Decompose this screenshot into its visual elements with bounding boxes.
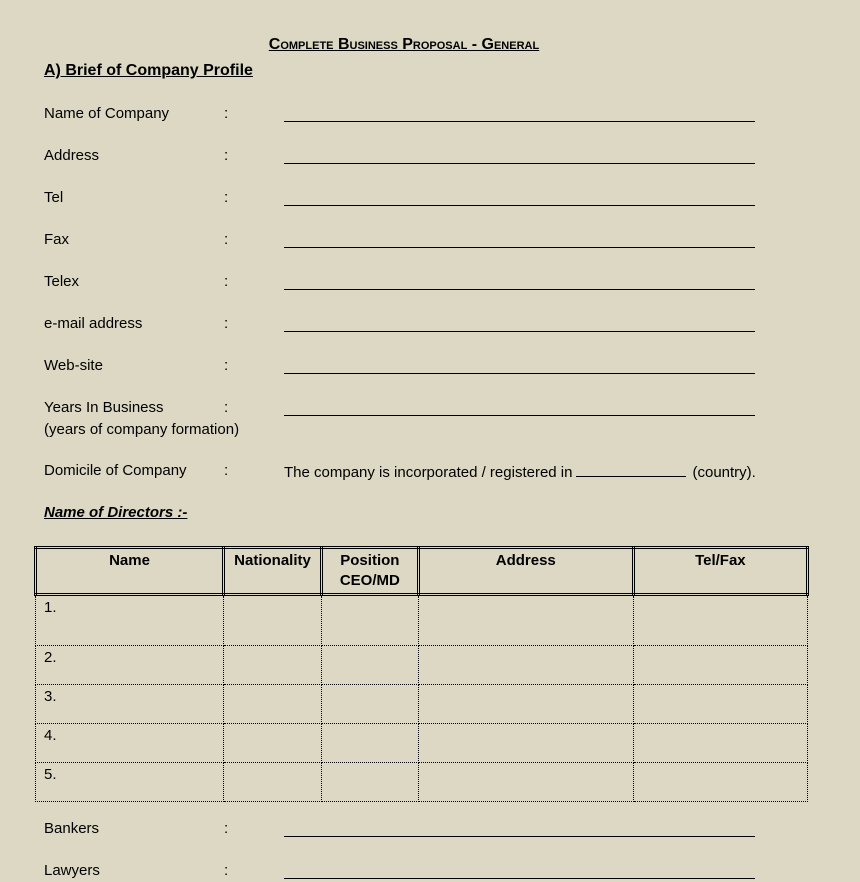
field-colon: :	[224, 147, 229, 164]
table-row	[36, 595, 808, 646]
field-label: Bankers	[44, 820, 100, 837]
field-label: Tel	[44, 189, 64, 206]
lawyers-input-line[interactable]	[284, 878, 755, 879]
field-colon: :	[224, 820, 229, 837]
field-telex	[44, 273, 824, 293]
field-label: Web-site	[44, 357, 103, 374]
director-address-cell[interactable]	[418, 595, 633, 646]
column-header-name: Name	[36, 548, 224, 595]
field-label: Address	[44, 147, 100, 164]
field-bankers	[44, 820, 824, 840]
director-name-cell[interactable]: 5.	[36, 763, 224, 802]
field-email-address	[44, 315, 824, 335]
field-address	[44, 147, 824, 167]
field-sublabel: (years of company formation)	[44, 421, 240, 438]
field-colon: :	[224, 189, 229, 206]
director-telfax-cell[interactable]	[633, 646, 807, 685]
director-nationality-cell[interactable]	[224, 685, 322, 724]
director-telfax-cell[interactable]	[633, 685, 807, 724]
director-name-cell[interactable]: 3.	[36, 685, 224, 724]
director-nationality-cell[interactable]	[224, 646, 322, 685]
director-telfax-cell[interactable]	[633, 724, 807, 763]
director-position-cell[interactable]	[321, 646, 418, 685]
field-colon: :	[224, 315, 229, 332]
field-label: Telex	[44, 273, 80, 290]
position-line-1: Position	[340, 552, 400, 569]
director-address-cell[interactable]	[418, 685, 633, 724]
country-input-line[interactable]	[576, 462, 686, 477]
name-of-company-input-line[interactable]	[284, 121, 755, 122]
domicile-text-before: The company is incorporated / registered in	[284, 464, 573, 481]
document-title: Complete Business Proposal - General	[268, 36, 540, 53]
field-label: Lawyers	[44, 862, 100, 879]
field-years-in-business	[44, 399, 824, 438]
field-colon: :	[224, 462, 229, 479]
field-tel	[44, 189, 824, 209]
director-nationality-cell[interactable]	[224, 763, 322, 802]
field-colon: :	[224, 862, 229, 879]
website-input-line[interactable]	[284, 373, 755, 374]
column-header-nationality: Nationality	[224, 548, 322, 595]
director-name-cell[interactable]: 1.	[36, 595, 224, 646]
column-header-address: Address	[418, 548, 633, 595]
director-nationality-cell[interactable]	[224, 595, 322, 646]
table-row	[36, 685, 808, 724]
field-label: Fax	[44, 231, 70, 248]
field-domicile	[44, 462, 824, 482]
director-address-cell[interactable]	[418, 646, 633, 685]
director-address-cell[interactable]	[418, 763, 633, 802]
director-position-cell[interactable]	[321, 595, 418, 646]
director-position-cell[interactable]	[321, 685, 418, 724]
table-header-row	[36, 548, 808, 595]
table-row	[36, 724, 808, 763]
field-label: e-mail address	[44, 315, 143, 332]
field-colon: :	[224, 105, 229, 122]
field-colon: :	[224, 357, 229, 374]
field-website	[44, 357, 824, 377]
email-input-line[interactable]	[284, 331, 755, 332]
column-header-tel-fax: Tel/Fax	[633, 548, 807, 595]
field-label: Name of Company	[44, 105, 170, 122]
position-line-2: CEO/MD	[339, 572, 400, 589]
director-address-cell[interactable]	[418, 724, 633, 763]
years-in-business-input-line[interactable]	[284, 415, 755, 416]
field-colon: :	[224, 231, 229, 248]
directors-heading: Name of Directors :-	[44, 504, 188, 521]
telex-input-line[interactable]	[284, 289, 755, 290]
domicile-text-after: (country).	[692, 464, 756, 481]
bankers-input-line[interactable]	[284, 836, 755, 837]
table-row	[36, 763, 808, 802]
address-input-line[interactable]	[284, 163, 755, 164]
director-nationality-cell[interactable]	[224, 724, 322, 763]
column-header-position	[321, 548, 418, 595]
field-colon: :	[224, 399, 229, 416]
field-label: Domicile of Company	[44, 462, 187, 479]
director-position-cell[interactable]	[321, 763, 418, 802]
field-colon: :	[224, 273, 229, 290]
tel-input-line[interactable]	[284, 205, 755, 206]
table-row	[36, 646, 808, 685]
directors-table	[34, 546, 809, 802]
domicile-statement	[284, 462, 756, 481]
director-telfax-cell[interactable]	[633, 595, 807, 646]
director-name-cell[interactable]: 4.	[36, 724, 224, 763]
director-name-cell[interactable]: 2.	[36, 646, 224, 685]
field-name-of-company	[44, 105, 824, 125]
director-position-cell[interactable]	[321, 724, 418, 763]
field-fax	[44, 231, 824, 251]
fax-input-line[interactable]	[284, 247, 755, 248]
section-heading-company-profile: A) Brief of Company Profile	[44, 62, 253, 79]
director-telfax-cell[interactable]	[633, 763, 807, 802]
field-label: Years In Business	[44, 399, 164, 416]
field-lawyers	[44, 862, 824, 882]
